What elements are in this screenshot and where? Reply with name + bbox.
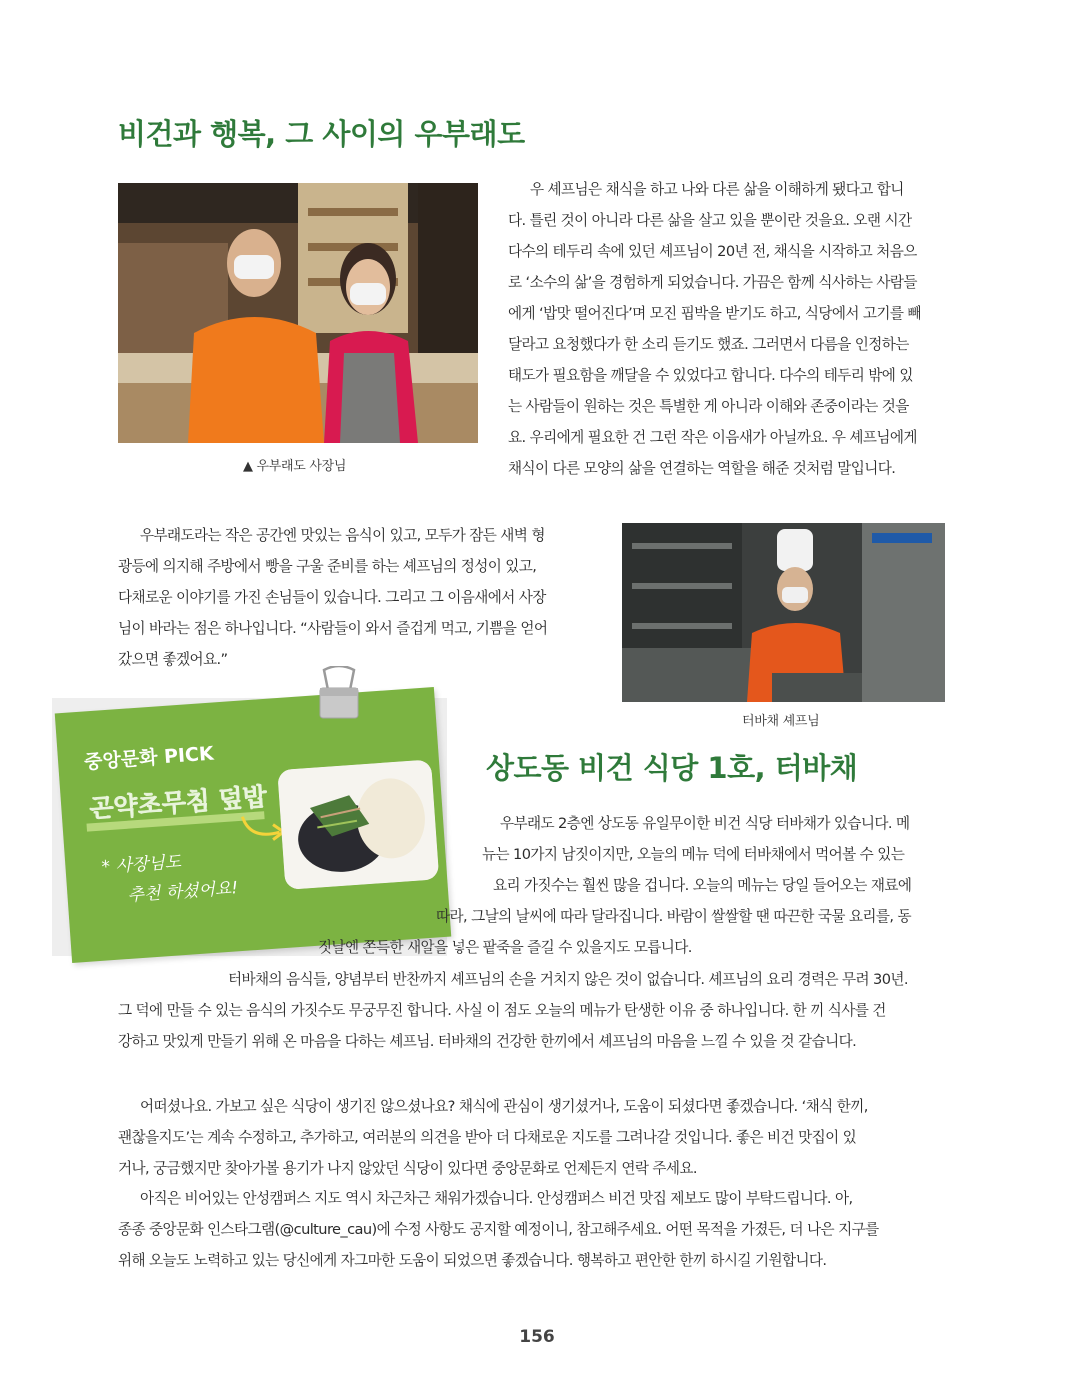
text-line: 짓날엔 쫀득한 새알을 넣은 팥죽을 즐길 수 있을지도 모릅니다.	[318, 939, 692, 956]
text-line: 에게 ‘밥맛 떨어진다’며 모진 핍박을 받기도 하고, 식당에서 고기를 빼	[508, 305, 921, 322]
closing-paragraph-1	[118, 1091, 948, 1184]
section2-paragraph	[0, 808, 944, 963]
text-line: 채식이 다른 모양의 삶을 연결하는 역할을 해준 것처럼 말입니다.	[508, 460, 896, 477]
text-line: 거나, 궁금했지만 찾아가볼 용기가 나지 않았던 식당이 있다면 중앙문화로 언제든지 연락 주세요.	[118, 1160, 697, 1177]
text-line: 괜찮을지도’는 계속 수정하고, 추가하고, 여러분의 의견을 받아 더 다채로운 지도를 그려나갈 것입니다. 좋은 비건 맛집이 있	[118, 1129, 857, 1146]
text-line: 달라고 요청했다가 한 소리 듣기도 했죠. 그러면서 다름을 인정하는	[508, 336, 909, 353]
chef-photo-caption: 터바채 셰프님	[742, 714, 820, 729]
text-line: 아직은 비어있는 안성캠퍼스 지도 역시 차근차근 채워가겠습니다. 안성캠퍼스 비건 맛집 제보도 많이 부탁드립니다. 아,	[140, 1190, 853, 1207]
text-line: 터바채의 음식들, 양념부터 반찬까지 셰프님의 손을 거치지 않은 것이 없습니다. 셰프님의 요리 경력은 무려 30년.	[228, 971, 908, 988]
text-line: 우부래도라는 작은 공간엔 맛있는 음식이 있고, 모두가 잠든 새벽 형	[140, 527, 545, 544]
text-line: 다수의 테두리 속에 있던 셰프님이 20년 전, 채식을 시작하고 처음으	[508, 243, 917, 260]
section2-paragraph-2	[118, 964, 948, 1057]
text-line: 갔으면 좋겠어요.”	[118, 651, 228, 668]
text-line: 다채로운 이야기를 가진 손님들이 있습니다. 그리고 그 이음새에서 사장	[118, 589, 546, 606]
pick-note: * 사장님도	[100, 852, 182, 878]
owners-photo-caption: ▲ 우부래도 사장님	[243, 459, 347, 474]
text-line: 광등에 의지해 주방에서 빵을 구울 준비를 하는 셰프님의 정성이 있고,	[118, 558, 537, 575]
text-line: 우부래도 2층엔 상도동 유일무이한 비건 식당 터바채가 있습니다. 메	[500, 815, 910, 832]
pick-note: 추천 하셨어요!	[126, 878, 239, 906]
text-line: 우 셰프님은 채식을 하고 나와 다른 삶을 이해하게 됐다고 합니	[530, 181, 904, 198]
closing-paragraph-2	[118, 1183, 948, 1276]
text-line: 님이 바라는 점은 하나입니다. “사람들이 와서 즐겁게 먹고, 기쁨을 얻어	[118, 620, 548, 637]
owners-photo	[118, 183, 478, 443]
text-line: 태도가 필요함을 깨달을 수 있었다고 합니다. 다수의 테두리 밖에 있	[508, 367, 913, 384]
text-line: 어떠셨나요. 가보고 싶은 식당이 생기진 않으셨나요? 채식에 관심이 생기셨거나, 도움이 되셨다면 좋겠습니다. ‘채식 한끼,	[140, 1098, 868, 1115]
section2-heading: 상도동 비건 식당 1호, 터바채	[486, 751, 858, 785]
text-line: 강하고 맛있게 만들기 위해 온 마음을 다하는 셰프님. 터바채의 건강한 한끼에서 셰프님의 마음을 느낄 수 있을 것 같습니다.	[118, 1033, 857, 1050]
section1-paragraph-2	[118, 520, 596, 675]
chef-photo	[622, 523, 945, 702]
page-number: 156	[519, 1327, 555, 1347]
text-line: 요리 가짓수는 훨씬 많을 겁니다. 오늘의 메뉴는 당일 들어오는 재료에	[493, 877, 912, 894]
text-line: 따라, 그날의 날씨에 따라 달라집니다. 바람이 쌀쌀할 땐 따끈한 국물 요리를, 동	[436, 908, 911, 925]
pick-label: 중앙문화 PICK	[83, 742, 215, 774]
text-line: 요. 우리에게 필요한 건 그런 작은 이음새가 아닐까요. 우 셰프님에게	[508, 429, 917, 446]
binder-clip-icon	[316, 666, 362, 724]
text-line: 로 ‘소수의 삶’을 경험하게 되었습니다. 가끔은 함께 식사하는 사람들	[508, 274, 917, 291]
text-line: 위해 오늘도 노력하고 있는 당신에게 자그마한 도움이 되었으면 좋겠습니다. 행복하고 편안한 한끼 하시길 기원합니다.	[118, 1252, 827, 1269]
text-line: 뉴는 10가지 남짓이지만, 오늘의 메뉴 덕에 터바채에서 먹어볼 수 있는	[482, 846, 905, 863]
pick-title: 곤약초무침 덮밥	[88, 782, 268, 824]
text-line: 다. 틀린 것이 아니라 다른 삶을 살고 있을 뿐이란 것을요. 오랜 시간	[508, 212, 912, 229]
text-line: 종종 중앙문화 인스타그램(@culture_cau)에 수정 사항도 공지할 예정이니, 참고해주세요. 어떤 목적을 가졌든, 더 나은 지구를	[118, 1221, 879, 1238]
section1-heading: 비건과 행복, 그 사이의 우부래도	[118, 117, 525, 151]
text-line: 는 사람들이 원하는 것은 특별한 게 아니라 이해와 존중이라는 것을	[508, 398, 909, 415]
text-line: 그 덕에 만들 수 있는 음식의 가짓수도 무궁무진 합니다. 사실 이 점도 오늘의 메뉴가 탄생한 이유 중 하나입니다. 한 끼 식사를 건	[118, 1002, 886, 1019]
section1-paragraph	[508, 174, 944, 484]
